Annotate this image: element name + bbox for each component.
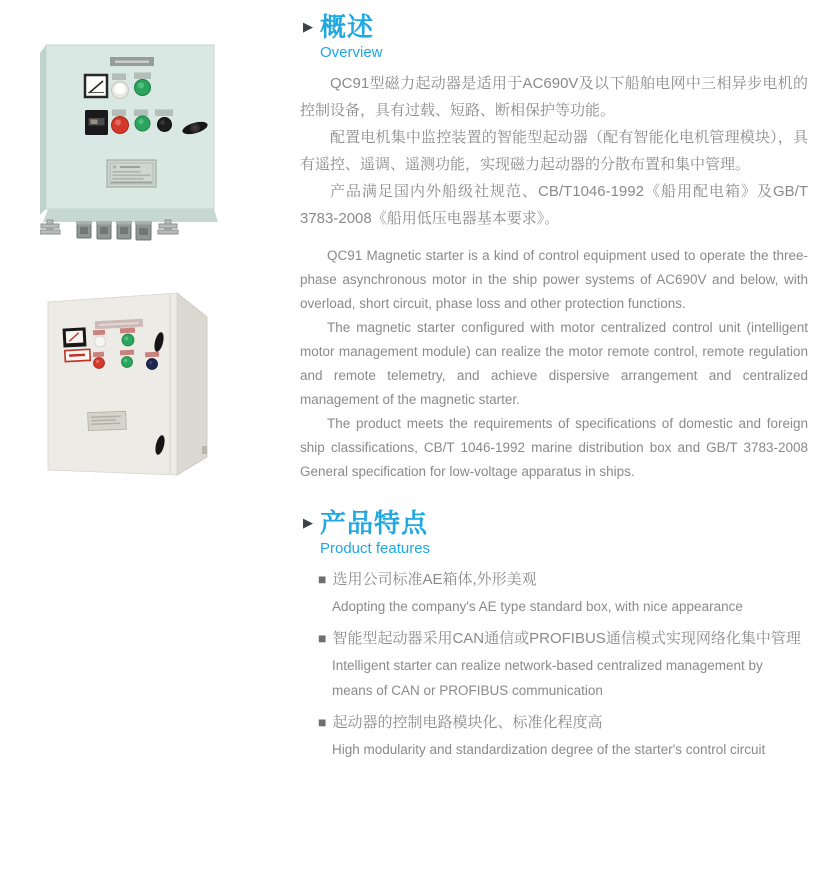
photo1-red-button <box>112 117 129 134</box>
photo1-top-label <box>110 57 154 66</box>
feature-en: High modularity and standardization degree of the starter's control circuit <box>332 742 766 757</box>
feature-item <box>300 625 808 703</box>
photo1-black-button <box>158 118 172 132</box>
section-product-features <box>300 508 808 762</box>
feature-item <box>300 709 808 762</box>
photo1-tag <box>134 73 151 80</box>
photo1-tag <box>155 110 173 117</box>
photo2-tag <box>120 350 134 356</box>
overview-heading <box>300 12 808 62</box>
product-photo-front-view <box>40 42 220 244</box>
photo2-green-button2 <box>122 357 133 368</box>
feature-zh-text: 智能型起动器采用CAN通信或PROFIBUS通信模式实现网络化集中管理 <box>332 630 801 647</box>
photo1-side-edge <box>40 45 46 215</box>
photo2-tag <box>145 352 159 358</box>
product-photos <box>0 0 290 520</box>
photo2-navy-button <box>147 359 158 370</box>
overview-zh-paragraph: 产品满足国内外船级社规范、CB/T1046-1992《船用配电箱》及GB/T 3783-2008《船用低压电器基本要求》。 <box>300 183 808 227</box>
feature-item <box>300 566 808 619</box>
photo2-green-button <box>122 334 134 346</box>
photo2-tag <box>93 330 105 336</box>
photo2-nameplate <box>88 411 127 430</box>
photo2-tag <box>120 328 135 334</box>
overview-zh-paragraphs <box>300 70 808 232</box>
photo1-bottom-face <box>43 209 218 222</box>
photo1-ammeter <box>85 75 107 97</box>
photo1-tag <box>112 110 126 117</box>
feature-en: Intelligent starter can realize network-based centralized management by means of CAN or PROFIBUS communication <box>332 658 763 698</box>
photo1-green-button <box>135 80 151 96</box>
section-overview <box>300 12 808 484</box>
overview-en-paragraph: QC91 Magnetic starter is a kind of control equipment used to operate the three-phase asynchronous motor in the ship power systems of AC690V and below, with overload, short circuit, phase loss and other protection functions. <box>300 248 808 311</box>
photo2-tag <box>93 352 104 358</box>
feature-zh <box>300 709 808 736</box>
photo2-red-button <box>94 358 105 369</box>
feature-zh-text: 起动器的控制电路模块化、标准化程度高 <box>332 714 603 731</box>
feature-bullet-icon: ■ <box>318 714 327 730</box>
photo1-nameplate <box>107 160 156 187</box>
overview-en-paragraph: The product meets the requirements of specifications of domestic and foreign ship classifications, CB/T 1046-1992 marine distribution box and GB/T 3783-2008 General specification for low-voltage apparatus in ships. <box>300 416 808 479</box>
photo1-breaker <box>85 110 108 135</box>
section-marker-icon: ▶ <box>303 19 313 34</box>
photo2-indicator <box>65 349 91 361</box>
overview-en-paragraph: The magnetic starter configured with motor centralized control unit (intelligent motor management module) can realize the motor remote control, remote regulation and remote telemetry, and achieve dispersive arrangement and centralized management of the magnetic starter. <box>300 320 808 407</box>
photo2-white-button <box>95 336 106 347</box>
overview-title-zh: 概述 <box>320 12 375 42</box>
overview-title-en: Overview <box>320 44 383 61</box>
content-column <box>300 12 808 762</box>
feature-zh <box>300 566 808 593</box>
photo2-meter <box>63 327 87 347</box>
feature-bullet-icon: ■ <box>318 630 327 646</box>
photo2-hinge <box>202 446 207 454</box>
photo1-tag <box>134 110 148 117</box>
photo1-gland-caps <box>76 221 152 235</box>
overview-zh-paragraph: 配置电机集中监控装置的智能型起动器（配有智能化电机管理模块），具有遥控、遥调、遥测功能，实现磁力起动器的分散布置和集中管理。 <box>300 129 808 173</box>
photo1-tag <box>112 74 126 81</box>
section-marker-icon: ▶ <box>303 515 313 530</box>
photo1-white-button <box>112 82 129 99</box>
overview-zh-paragraph: QC91型磁力起动器是适用于AC690V及以下船舶电网中三相异步电机的控制设备，具有过载、短路、断相保护等功能。 <box>300 75 808 119</box>
feature-zh <box>300 625 808 652</box>
features-heading <box>300 508 808 558</box>
overview-en-paragraphs <box>300 244 808 484</box>
feature-bullet-icon: ■ <box>318 571 327 587</box>
product-photo-angle-view <box>44 288 212 480</box>
features-title-zh: 产品特点 <box>320 508 429 538</box>
photo1-green-button2 <box>135 116 150 131</box>
feature-en: Adopting the company's AE type standard box, with nice appearance <box>332 599 743 614</box>
feature-zh-text: 选用公司标准AE箱体,外形美观 <box>332 571 537 588</box>
features-title-en: Product features <box>320 540 431 557</box>
